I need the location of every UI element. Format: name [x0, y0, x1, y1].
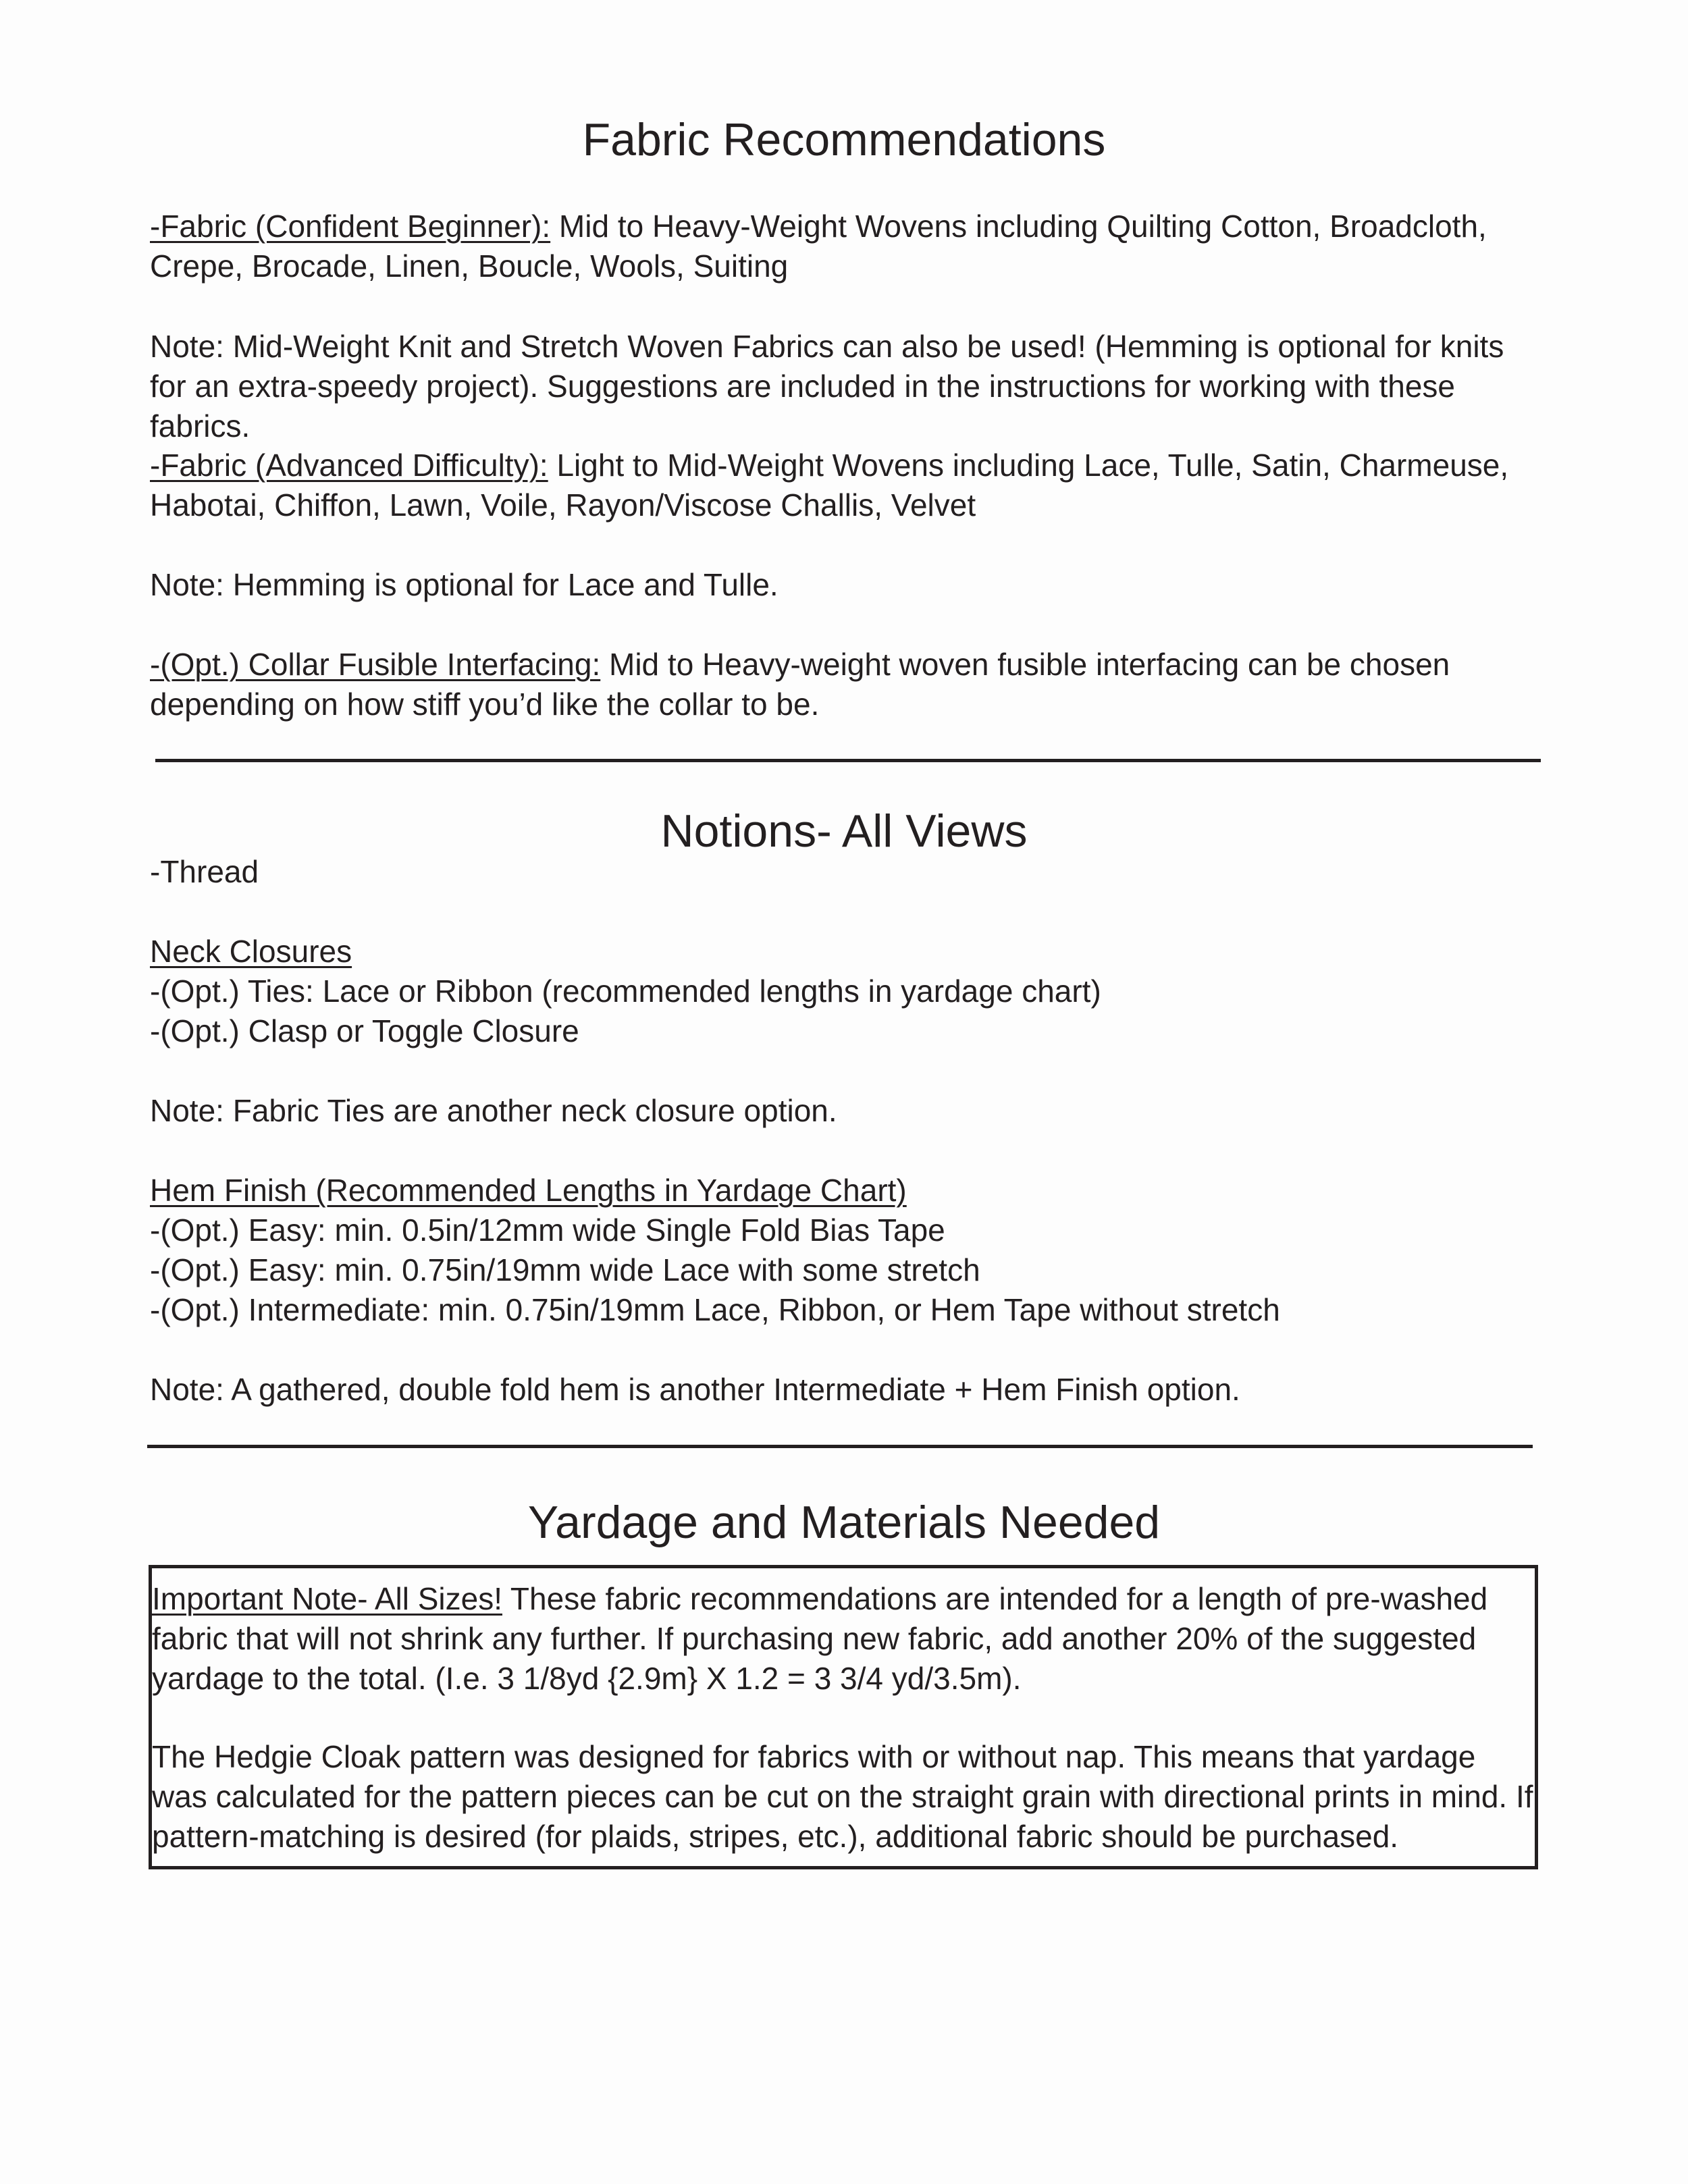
section-divider: [155, 759, 1541, 762]
fabric-advanced-text: Light to Mid-Weight Wovens including Lace, Tulle, Satin, Charmeuse, Habotai, Chiffon, Lawn, Voile, Rayon/Viscose Challis, Velvet: [150, 448, 1509, 523]
neck-closures-heading: Neck Closures: [150, 934, 352, 969]
important-note-box: [149, 1565, 1538, 1869]
fabric-recommendations-title: Fabric Recommendations: [582, 114, 1106, 165]
fabric-confident-label: -Fabric (Confident Beginner):: [150, 209, 551, 244]
fabric-interfacing-text: Mid to Heavy-weight woven fusible interfacing can be chosen depending on how stiff you’d like the collar to be.: [150, 647, 1450, 722]
notions-title: Notions- All Views: [660, 805, 1028, 857]
fabric-confident-text: Mid to Heavy-Weight Wovens including Quilting Cotton, Broadcloth, Crepe, Brocade, Linen, Boucle, Wools, Suiting: [150, 209, 1487, 284]
list-item: -(Opt.) Ties: Lace or Ribbon (recommended lengths in yardage chart): [150, 974, 1101, 1009]
neck-closures-block: [150, 932, 1541, 1051]
list-item: -(Opt.) Clasp or Toggle Closure: [150, 1013, 579, 1048]
section-divider: [147, 1445, 1533, 1448]
important-note-text: These fabric recommendations are intended for a length of pre-washed fabric that will not shrink any further. If purchasing new fabric, add another 20% of the suggested yardage to the total. (I.e. 3 1/8yd {2.9m} X 1.2 = 3 3/4 yd/3.5m).: [152, 1581, 1488, 1696]
hem-finish-heading: Hem Finish (Recommended Lengths in Yardage Chart): [150, 1173, 907, 1208]
fabric-advanced-label: -Fabric (Advanced Difficulty):: [150, 448, 548, 483]
important-note-label: Important Note- All Sizes!: [152, 1581, 502, 1616]
list-item: -(Opt.) Intermediate: min. 0.75in/19mm Lace, Ribbon, or Hem Tape without stretch: [150, 1292, 1280, 1327]
important-note: [152, 1579, 1535, 1699]
fabric-confident-beginner: [150, 207, 1541, 286]
notions-thread: -Thread: [150, 854, 259, 889]
hem-finish-block: [150, 1171, 1541, 1330]
hem-finish-note: Note: A gathered, double fold hem is another Intermediate + Hem Finish option.: [150, 1372, 1240, 1407]
yardage-title: Yardage and Materials Needed: [527, 1497, 1161, 1548]
fabric-note-knits: Note: Mid-Weight Knit and Stretch Woven Fabrics can also be used! (Hemming is optional for knits for an extra-speedy project). Suggestions are included in the instructions for working with these fabrics.: [150, 329, 1504, 444]
fabric-advanced-difficulty: [150, 446, 1541, 525]
fabric-interfacing: [150, 645, 1541, 724]
list-item: -(Opt.) Easy: min. 0.5in/12mm wide Single Fold Bias Tape: [150, 1213, 945, 1248]
fabric-note-hemming: Note: Hemming is optional for Lace and Tulle.: [150, 567, 779, 602]
list-item: -(Opt.) Easy: min. 0.75in/19mm wide Lace with some stretch: [150, 1252, 980, 1287]
nap-note: The Hedgie Cloak pattern was designed for fabrics with or without nap. This means that yardage was calculated for the pattern pieces can be cut on the straight grain with directional prints in mind. If pattern-matching is desired (for plaids, stripes, etc.), additional fabric should be purchased.: [152, 1739, 1533, 1854]
neck-closure-note: Note: Fabric Ties are another neck closure option.: [150, 1093, 837, 1128]
fabric-interfacing-label: -(Opt.) Collar Fusible Interfacing:: [150, 647, 601, 682]
